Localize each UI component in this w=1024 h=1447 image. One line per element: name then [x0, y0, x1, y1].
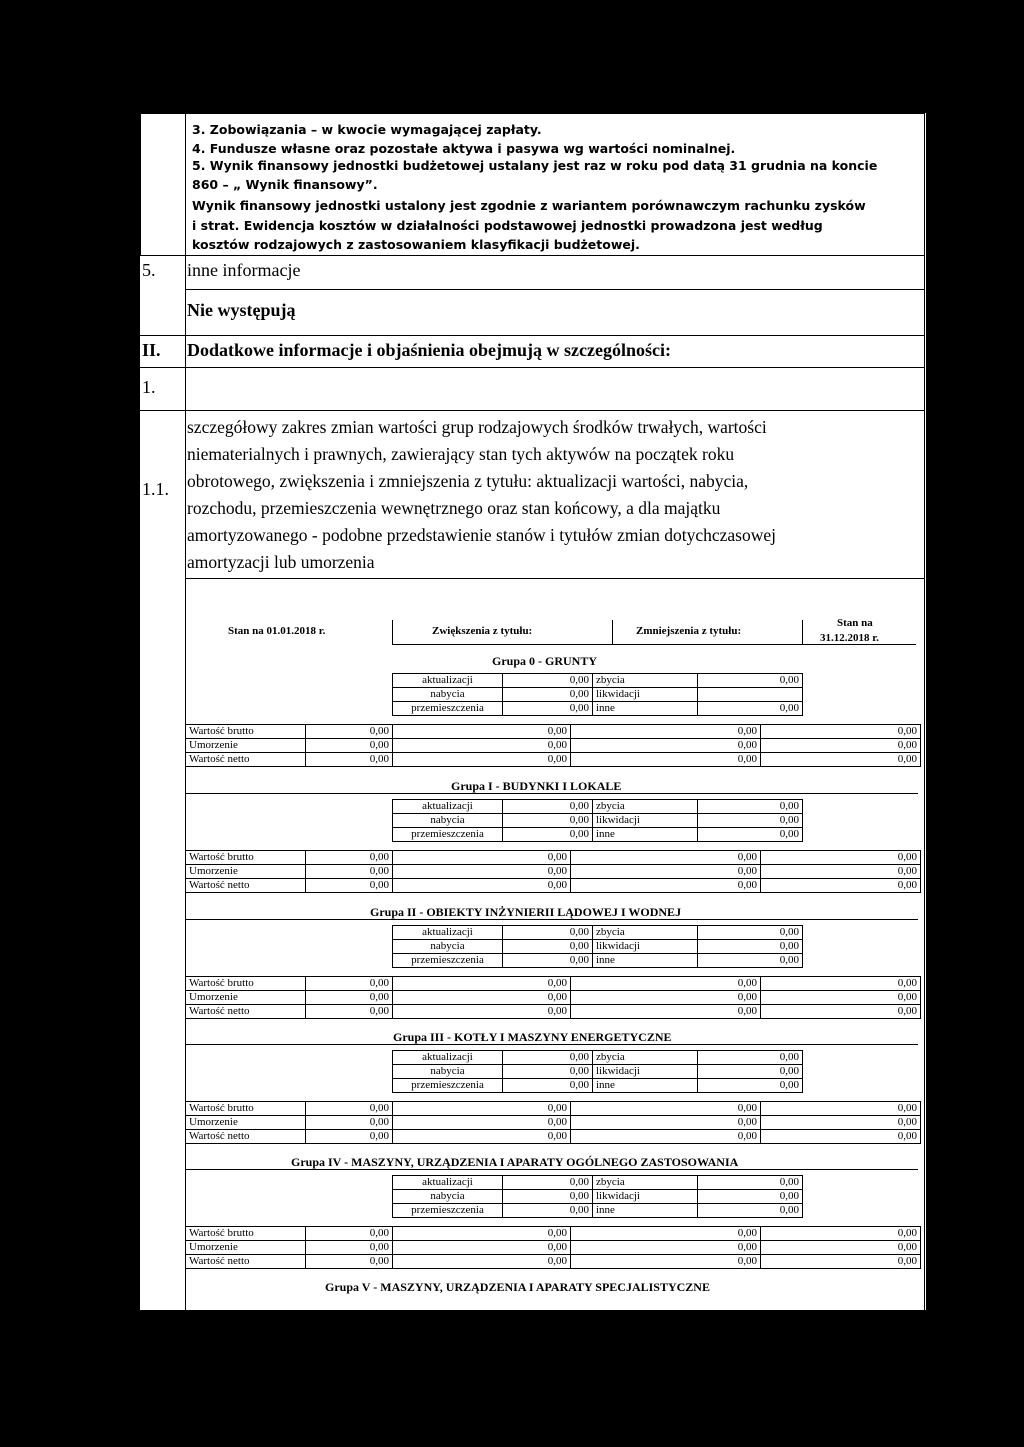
cell-value: 0,00	[761, 1241, 921, 1255]
header-stan-end: Stan na	[837, 617, 873, 629]
paragraph-line: szczegółowy zakres zmian wartości grup rodzajowych środków trwałych, wartości	[187, 417, 767, 437]
cell-value: 0,00	[306, 879, 393, 893]
row-label: Wartość brutto	[186, 1102, 306, 1116]
section-number: II.	[142, 340, 161, 360]
cell-value: 0,00	[571, 1130, 761, 1144]
header-divider	[392, 620, 393, 645]
intro-line: 4. Fundusze własne oraz pozostałe aktywa i pasywa wg wartości nominalnej.	[192, 141, 736, 156]
group-box-line	[185, 1169, 918, 1170]
change-label: likwidacji	[593, 1065, 698, 1079]
section-number: 5.	[142, 260, 156, 280]
change-value: 0,00	[503, 1190, 593, 1204]
cell-value: 0,00	[761, 851, 921, 865]
change-label: zbycia	[593, 1176, 698, 1190]
cell-value: 0,00	[306, 1130, 393, 1144]
change-value: 0,00	[698, 1079, 803, 1093]
cell-value: 0,00	[306, 1241, 393, 1255]
paragraph-line: obrotowego, zwiększenia i zmniejszenia z tytułu: aktualizacji wartości, nabycia,	[187, 471, 749, 491]
cell-value: 0,00	[761, 1130, 921, 1144]
section-title: Dodatkowe informacje i objaśnienia obejmują w szczególności:	[187, 340, 671, 360]
cell-value: 0,00	[306, 725, 393, 739]
intro-line: i strat. Ewidencja kosztów w działalności podstawowej jednostki prowadzona jest według	[192, 218, 823, 233]
section-number: 1.1.	[142, 479, 169, 499]
intro-line: 860 – „ Wynik finansowy”.	[192, 177, 378, 192]
change-value: 0,00	[503, 800, 593, 814]
change-label: przemieszczenia	[393, 1079, 503, 1093]
change-value: 0,00	[503, 814, 593, 828]
row-line	[140, 335, 925, 336]
change-value: 0,00	[503, 702, 593, 716]
group-box-line	[185, 793, 918, 794]
cell-value: 0,00	[393, 879, 571, 893]
row-line	[140, 410, 925, 411]
cell-value: 0,00	[571, 1255, 761, 1269]
group-title: Grupa V - MASZYNY, URZĄDZENIA I APARATY SPECJALISTYCZNE	[325, 1280, 710, 1294]
cell-value: 0,00	[306, 753, 393, 767]
cell-value: 0,00	[571, 851, 761, 865]
cell-value: 0,00	[393, 991, 571, 1005]
change-value: 0,00	[698, 800, 803, 814]
cell-value: 0,00	[571, 1227, 761, 1241]
intro-line: Wynik finansowy jednostki ustalony jest zgodnie z wariantem porównawczym rachunku zysków	[192, 198, 866, 213]
row-label: Wartość netto	[186, 1130, 306, 1144]
cell-value: 0,00	[306, 991, 393, 1005]
change-value: 0,00	[503, 828, 593, 842]
change-label: zbycia	[593, 674, 698, 688]
header-stan-start: Stan na 01.01.2018 r.	[228, 625, 326, 637]
cell-value: 0,00	[393, 725, 571, 739]
change-value: 0,00	[698, 1204, 803, 1218]
group-title: Grupa II - OBIEKTY INŻYNIERII LĄDOWEJ I WODNEJ	[370, 905, 682, 919]
header-underline	[392, 644, 916, 645]
cell-value: 0,00	[306, 1227, 393, 1241]
change-label: likwidacji	[593, 814, 698, 828]
change-value	[698, 688, 803, 702]
change-label: likwidacji	[593, 688, 698, 702]
change-value: 0,00	[503, 954, 593, 968]
cell-value: 0,00	[761, 865, 921, 879]
group-title: Grupa III - KOTŁY I MASZYNY ENERGETYCZNE	[393, 1030, 672, 1044]
row-label: Wartość brutto	[186, 1227, 306, 1241]
cell-value: 0,00	[393, 1102, 571, 1116]
change-label: zbycia	[593, 926, 698, 940]
change-label: nabycia	[393, 1190, 503, 1204]
document-page	[140, 113, 926, 1310]
cell-value: 0,00	[393, 977, 571, 991]
change-label: aktualizacji	[393, 674, 503, 688]
intro-line: 5. Wynik finansowy jednostki budżetowej ustalany jest raz w roku pod datą 31 grudnia na koncie	[192, 158, 878, 173]
cell-value: 0,00	[393, 1005, 571, 1019]
values-table	[185, 976, 921, 1019]
change-value: 0,00	[698, 954, 803, 968]
row-label: Wartość brutto	[186, 725, 306, 739]
cell-value: 0,00	[306, 1102, 393, 1116]
change-label: inne	[593, 702, 698, 716]
header-stan-end-date: 31.12.2018 r.	[820, 632, 879, 644]
changes-table	[392, 799, 803, 842]
cell-value: 0,00	[761, 739, 921, 753]
section-number: 1.	[142, 377, 156, 397]
change-value: 0,00	[503, 674, 593, 688]
row-line	[140, 367, 925, 368]
change-value: 0,00	[503, 1051, 593, 1065]
cell-value: 0,00	[571, 753, 761, 767]
change-label: zbycia	[593, 800, 698, 814]
row-label: Wartość brutto	[186, 977, 306, 991]
change-label: aktualizacji	[393, 800, 503, 814]
row-label: Umorzenie	[186, 1241, 306, 1255]
change-label: inne	[593, 1204, 698, 1218]
change-value: 0,00	[698, 1176, 803, 1190]
group-title: Grupa I - BUDYNKI I LOKALE	[451, 779, 622, 793]
cell-value: 0,00	[306, 977, 393, 991]
values-table	[185, 850, 921, 893]
cell-value: 0,00	[571, 865, 761, 879]
cell-value: 0,00	[306, 1255, 393, 1269]
cell-value: 0,00	[393, 865, 571, 879]
change-value: 0,00	[698, 1190, 803, 1204]
cell-value: 0,00	[393, 851, 571, 865]
values-table	[185, 1101, 921, 1144]
frame-top	[140, 113, 925, 114]
paragraph-line: niematerialnych i prawnych, zawierający stan tych aktywów na początek roku	[187, 444, 735, 464]
cell-value: 0,00	[761, 1116, 921, 1130]
change-label: inne	[593, 828, 698, 842]
cell-value: 0,00	[393, 1241, 571, 1255]
cell-value: 0,00	[306, 851, 393, 865]
cell-value: 0,00	[306, 865, 393, 879]
section-title: inne informacje	[187, 260, 301, 280]
cell-value: 0,00	[393, 1116, 571, 1130]
paragraph-line: amortyzowanego - podobne przedstawienie stanów i tytułów zmian dotychczasowej	[187, 525, 776, 545]
change-label: przemieszczenia	[393, 954, 503, 968]
change-value: 0,00	[698, 828, 803, 842]
change-label: aktualizacji	[393, 1176, 503, 1190]
change-label: likwidacji	[593, 1190, 698, 1204]
change-value: 0,00	[698, 814, 803, 828]
change-label: przemieszczenia	[393, 828, 503, 842]
values-table	[185, 1226, 921, 1269]
change-label: inne	[593, 1079, 698, 1093]
cell-value: 0,00	[571, 1005, 761, 1019]
changes-table	[392, 1050, 803, 1093]
change-value: 0,00	[503, 940, 593, 954]
cell-value: 0,00	[761, 753, 921, 767]
row-label: Wartość brutto	[186, 851, 306, 865]
change-value: 0,00	[503, 1176, 593, 1190]
cell-value: 0,00	[306, 1116, 393, 1130]
cell-value: 0,00	[393, 753, 571, 767]
group-title: Grupa IV - MASZYNY, URZĄDZENIA I APARATY OGÓLNEGO ZASTOSOWANIA	[291, 1155, 739, 1169]
change-label: likwidacji	[593, 940, 698, 954]
cell-value: 0,00	[761, 1255, 921, 1269]
change-value: 0,00	[698, 940, 803, 954]
change-label: inne	[593, 954, 698, 968]
cell-value: 0,00	[571, 1116, 761, 1130]
change-value: 0,00	[503, 1079, 593, 1093]
row-label: Wartość netto	[186, 1005, 306, 1019]
row-label: Umorzenie	[186, 739, 306, 753]
header-zwiekszenia: Zwiększenia z tytułu:	[432, 625, 533, 637]
change-label: przemieszczenia	[393, 702, 503, 716]
cell-value: 0,00	[761, 991, 921, 1005]
change-label: aktualizacji	[393, 926, 503, 940]
paragraph-line: rozchodu, przemieszczenia wewnętrznego oraz stan końcowy, a dla majątku	[187, 498, 721, 518]
row-label: Umorzenie	[186, 991, 306, 1005]
header-zmniejszenia: Zmniejszenia z tytułu:	[636, 625, 742, 637]
row-line	[185, 578, 925, 579]
cell-value: 0,00	[761, 1227, 921, 1241]
group-box-line	[185, 919, 918, 920]
change-value: 0,00	[503, 1065, 593, 1079]
cell-value: 0,00	[393, 739, 571, 753]
header-divider	[802, 620, 803, 645]
group-title: Grupa 0 - GRUNTY	[492, 654, 598, 668]
change-value: 0,00	[698, 926, 803, 940]
intro-line: 3. Zobowiązania – w kwocie wymagającej zapłaty.	[192, 122, 542, 137]
paragraph-line: amortyzacji lub umorzenia	[187, 552, 375, 572]
change-value: 0,00	[503, 926, 593, 940]
cell-value: 0,00	[393, 1227, 571, 1241]
row-label: Wartość netto	[186, 1255, 306, 1269]
cell-value: 0,00	[571, 725, 761, 739]
cell-value: 0,00	[306, 1005, 393, 1019]
row-line	[185, 289, 925, 290]
changes-table	[392, 1175, 803, 1218]
row-label: Umorzenie	[186, 1116, 306, 1130]
cell-value: 0,00	[761, 725, 921, 739]
change-value: 0,00	[698, 1051, 803, 1065]
cell-value: 0,00	[761, 879, 921, 893]
cell-value: 0,00	[393, 1130, 571, 1144]
row-label: Wartość netto	[186, 753, 306, 767]
cell-value: 0,00	[571, 977, 761, 991]
values-table	[185, 724, 921, 767]
change-label: aktualizacji	[393, 1051, 503, 1065]
cell-value: 0,00	[761, 977, 921, 991]
cell-value: 0,00	[761, 1005, 921, 1019]
change-label: nabycia	[393, 1065, 503, 1079]
cell-value: 0,00	[571, 1102, 761, 1116]
cell-value: 0,00	[571, 879, 761, 893]
group-box-line	[185, 1044, 918, 1045]
change-label: nabycia	[393, 814, 503, 828]
row-label: Wartość netto	[186, 879, 306, 893]
change-label: nabycia	[393, 688, 503, 702]
cell-value: 0,00	[306, 739, 393, 753]
change-value: 0,00	[503, 1204, 593, 1218]
change-value: 0,00	[698, 674, 803, 688]
changes-table	[392, 673, 803, 716]
cell-value: 0,00	[571, 739, 761, 753]
row-line	[140, 255, 925, 256]
change-label: nabycia	[393, 940, 503, 954]
change-label: przemieszczenia	[393, 1204, 503, 1218]
cell-value: 0,00	[571, 1241, 761, 1255]
change-value: 0,00	[503, 688, 593, 702]
intro-line: kosztów rodzajowych z zastosowaniem klasyfikacji budżetowej.	[192, 237, 640, 252]
cell-value: 0,00	[571, 991, 761, 1005]
changes-table	[392, 925, 803, 968]
frame-left	[140, 113, 141, 255]
cell-value: 0,00	[393, 1255, 571, 1269]
change-label: zbycia	[593, 1051, 698, 1065]
row-label: Umorzenie	[186, 865, 306, 879]
change-value: 0,00	[698, 1065, 803, 1079]
cell-value: 0,00	[761, 1102, 921, 1116]
frame-right	[924, 113, 925, 1310]
section-value: Nie występują	[187, 300, 296, 320]
change-value: 0,00	[698, 702, 803, 716]
header-divider	[612, 620, 613, 645]
